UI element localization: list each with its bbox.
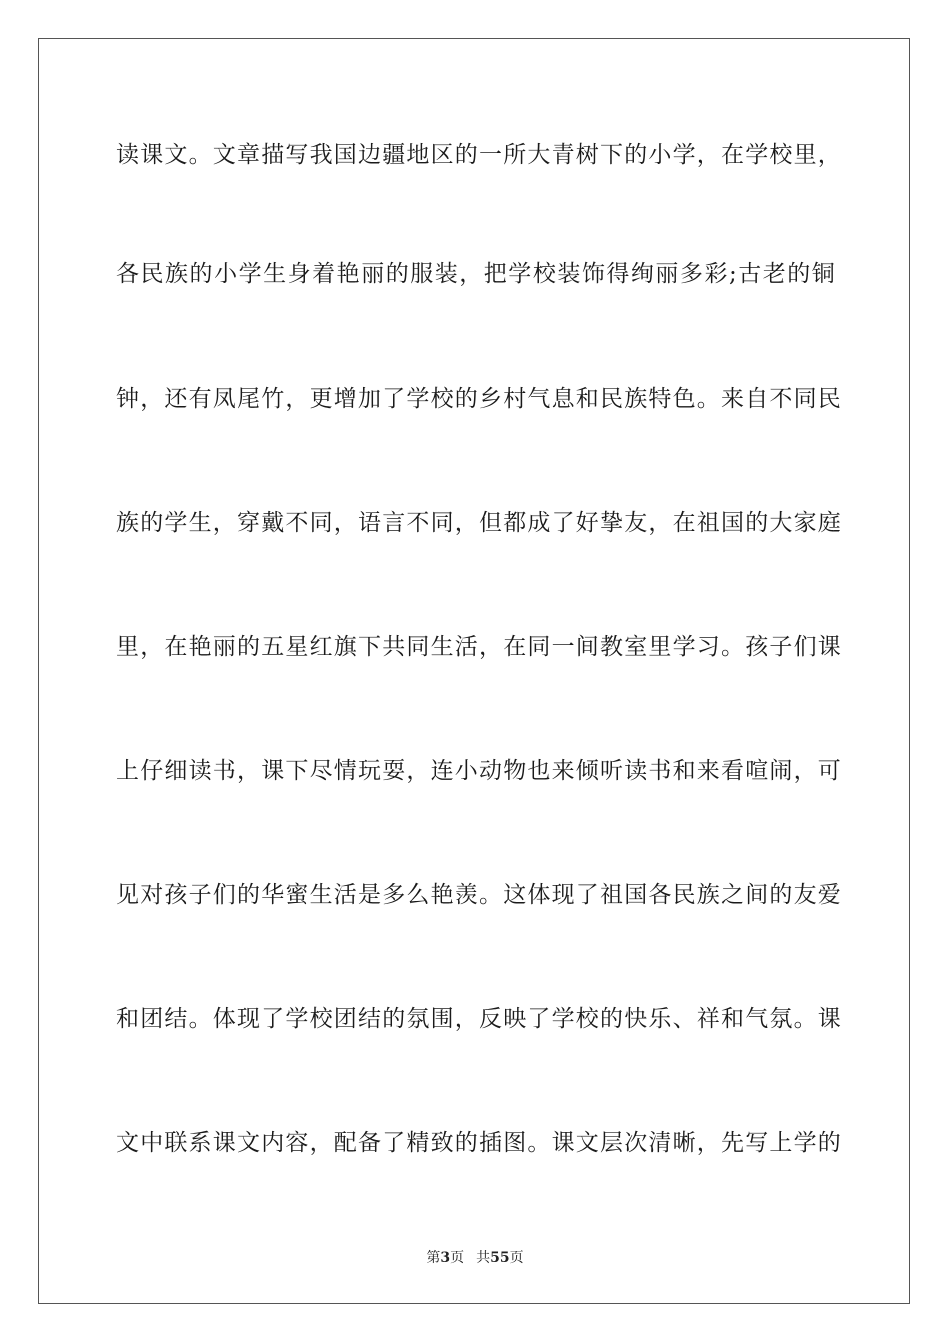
page-footer <box>0 1247 950 1267</box>
paragraph-line: 和团结。体现了学校团结的氛围，反映了学校的快乐、祥和气氛。课 <box>116 1006 842 1032</box>
total-pages: 55 <box>490 1250 510 1266</box>
page-border <box>38 38 910 1304</box>
page-prefix: 第 <box>426 1250 441 1266</box>
paragraph-line: 各民族的小学生身着艳丽的服装，把学校装饰得绚丽多彩;古老的铜 <box>116 261 836 287</box>
paragraph-line: 上仔细读书，课下尽情玩耍，连小动物也来倾听读书和来看喧闹，可 <box>116 758 842 784</box>
page-suffix: 页 <box>450 1250 465 1266</box>
page-number: 3 <box>440 1250 451 1266</box>
paragraph-line: 钟，还有凤尾竹，更增加了学校的乡村气息和民族特色。来自不同民 <box>116 386 842 412</box>
paragraph-line: 见对孩子们的华蜜生活是多么艳羡。这体现了祖国各民族之间的友爱 <box>116 882 842 908</box>
paragraph-line: 读课文。文章描写我国边疆地区的一所大青树下的小学，在学校里， <box>116 142 842 168</box>
paragraph-line: 族的学生，穿戴不同，语言不同，但都成了好挚友，在祖国的大家庭 <box>116 510 842 536</box>
paragraph-line: 文中联系课文内容，配备了精致的插图。课文层次清晰，先写上学的 <box>116 1130 842 1156</box>
total-suffix: 页 <box>509 1250 524 1266</box>
paragraph-line: 里，在艳丽的五星红旗下共同生活，在同一间教室里学习。孩子们课 <box>116 634 842 660</box>
total-prefix: 共 <box>476 1250 491 1266</box>
